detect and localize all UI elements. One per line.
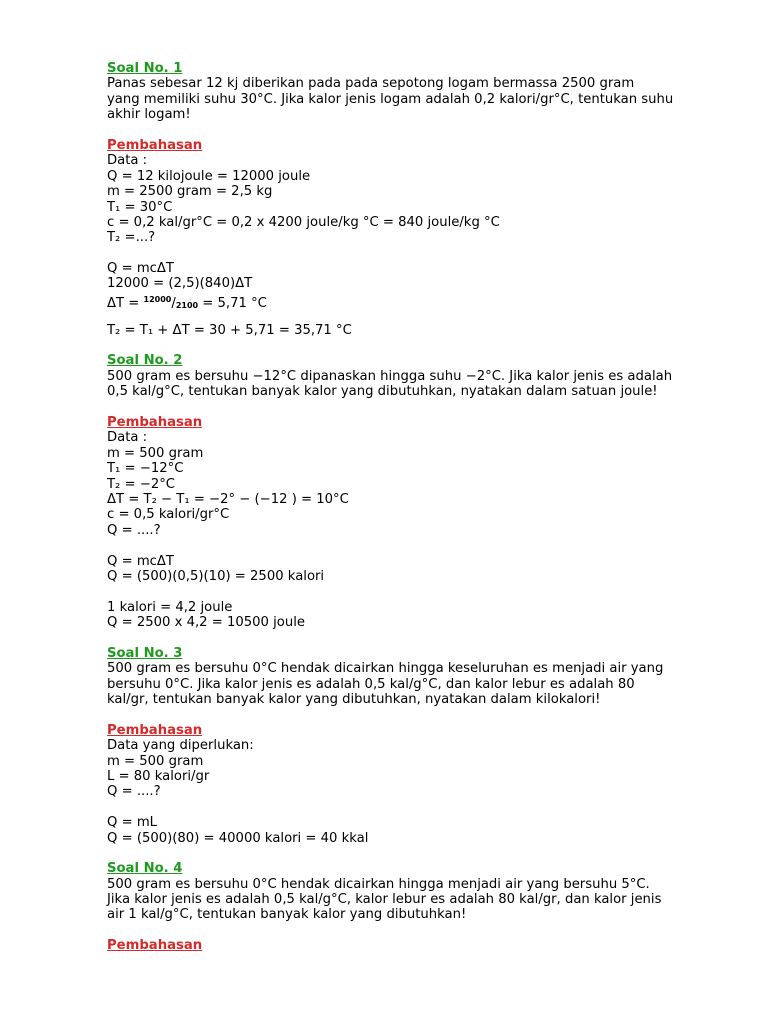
soal-2-data-line: ΔT = T₂ − T₁ = −2° − (−12 ) = 10°C — [107, 491, 349, 507]
soal-1-data-line: Data : — [107, 153, 148, 169]
soal-1-question-line: Panas sebesar 12 kj diberikan pada pada sepotong logam bermassa 2500 gram — [107, 76, 635, 92]
soal-2-question-line: 0,5 kal/g°C, tentukan banyak kalor yang dibutuhkan, nyatakan dalam satuan joule! — [107, 384, 658, 400]
soal-2-data-line: c = 0,5 kalori/gr°C — [107, 507, 230, 523]
soal-1-data-line: c = 0,2 kal/gr°C = 0,2 x 4200 joule/kg °C = 840 joule/kg °C — [107, 214, 500, 230]
soal-1-question-line: akhir logam! — [107, 107, 191, 123]
soal-1-calc-line: 12000 = (2,5)(840)ΔT — [107, 276, 253, 292]
soal-1-pembahasan-heading: Pembahasan — [107, 137, 203, 153]
soal-3-data-line: L = 80 kalori/gr — [107, 768, 210, 784]
soal-4 — [107, 861, 707, 953]
soal-2-question-line: 500 gram es bersuhu −12°C dipanaskan hingga suhu −2°C. Jika kalor jenis es adalah — [107, 368, 673, 384]
soal-4-question-line: air 1 kal/g°C, tentukan banyak kalor yang dibutuhkan! — [107, 907, 467, 923]
soal-2-calc-line: Q = (500)(0,5)(10) = 2500 kalori — [107, 568, 325, 584]
soal-1-data-line: m = 2500 gram = 2,5 kg — [107, 184, 273, 200]
soal-1 — [107, 61, 707, 353]
soal-1-calc-line: Q = mcΔT — [107, 261, 174, 277]
soal-3-heading: Soal No. 3 — [107, 645, 183, 661]
soal-2-data-line: m = 500 gram — [107, 445, 204, 461]
soal-1-delta-t-line — [107, 292, 707, 311]
soal-4-question-line: Jika kalor jenis es adalah 0,5 kal/g°C, kalor lebur es adalah 80 kal/gr, dan kalor jenis — [107, 892, 662, 908]
soal-3-pembahasan-heading: Pembahasan — [107, 722, 203, 738]
soal-1-heading: Soal No. 1 — [107, 61, 183, 76]
soal-1-data-line: Q = 12 kilojoule = 12000 joule — [107, 168, 311, 184]
soal-3-question-line: kal/gr, tentukan banyak kalor yang dibutuhkan, nyatakan dalam kilokalori! — [107, 692, 601, 708]
fraction-numerator: 12000 — [143, 294, 172, 304]
soal-2-data-line: T₂ = −2°C — [107, 476, 176, 492]
soal-3 — [107, 646, 707, 861]
soal-3-data-line: Q = ....? — [107, 784, 161, 800]
soal-3-calc-line: Q = (500)(80) = 40000 kalori = 40 kkal — [107, 830, 369, 846]
soal-2-calc-line: Q = mcΔT — [107, 553, 174, 569]
soal-3-calc-line: Q = mL — [107, 815, 158, 831]
soal-3-question-line: bersuhu 0°C. Jika kalor jenis es adalah 0,5 kal/g°C, dan kalor lebur es adalah 80 — [107, 676, 635, 692]
soal-4-question-line: 500 gram es bersuhu 0°C hendak dicairkan hingga menjadi air yang bersuhu 5°C. — [107, 876, 650, 892]
fraction-slash: / — [171, 295, 176, 311]
delta-t-suffix: = 5,71 °C — [198, 295, 267, 311]
fraction-denominator: 2100 — [175, 300, 199, 310]
soal-4-heading: Soal No. 4 — [107, 861, 183, 877]
soal-3-question-line: 500 gram es bersuhu 0°C hendak dicairkan hingga keseluruhan es menjadi air yang — [107, 661, 664, 677]
soal-2-heading: Soal No. 2 — [107, 353, 183, 369]
soal-2 — [107, 353, 707, 645]
soal-2-data-line: Q = ....? — [107, 522, 161, 538]
soal-4-pembahasan-heading: Pembahasan — [107, 938, 203, 954]
soal-3-data-line: Data yang diperlukan: — [107, 738, 254, 754]
document-body — [107, 61, 707, 954]
soal-1-result-line: T₂ = T₁ + ΔT = 30 + 5,71 = 35,71 °C — [107, 322, 352, 338]
soal-1-data-line: T₂ =...? — [107, 230, 156, 246]
soal-2-convert-line: Q = 2500 x 4,2 = 10500 joule — [107, 615, 305, 631]
soal-1-question-line: yang memiliki suhu 30°C. Jika kalor jenis logam adalah 0,2 kalori/gr°C, tentukan suhu — [107, 91, 674, 107]
soal-2-data-line: Data : — [107, 430, 148, 446]
soal-2-pembahasan-heading: Pembahasan — [107, 414, 203, 430]
soal-1-data-line: T₁ = 30°C — [107, 199, 173, 215]
soal-2-convert-line: 1 kalori = 4,2 joule — [107, 599, 233, 615]
delta-t-prefix: ΔT = — [107, 295, 144, 311]
soal-2-data-line: T₁ = −12°C — [107, 461, 184, 477]
soal-3-data-line: m = 500 gram — [107, 753, 204, 769]
